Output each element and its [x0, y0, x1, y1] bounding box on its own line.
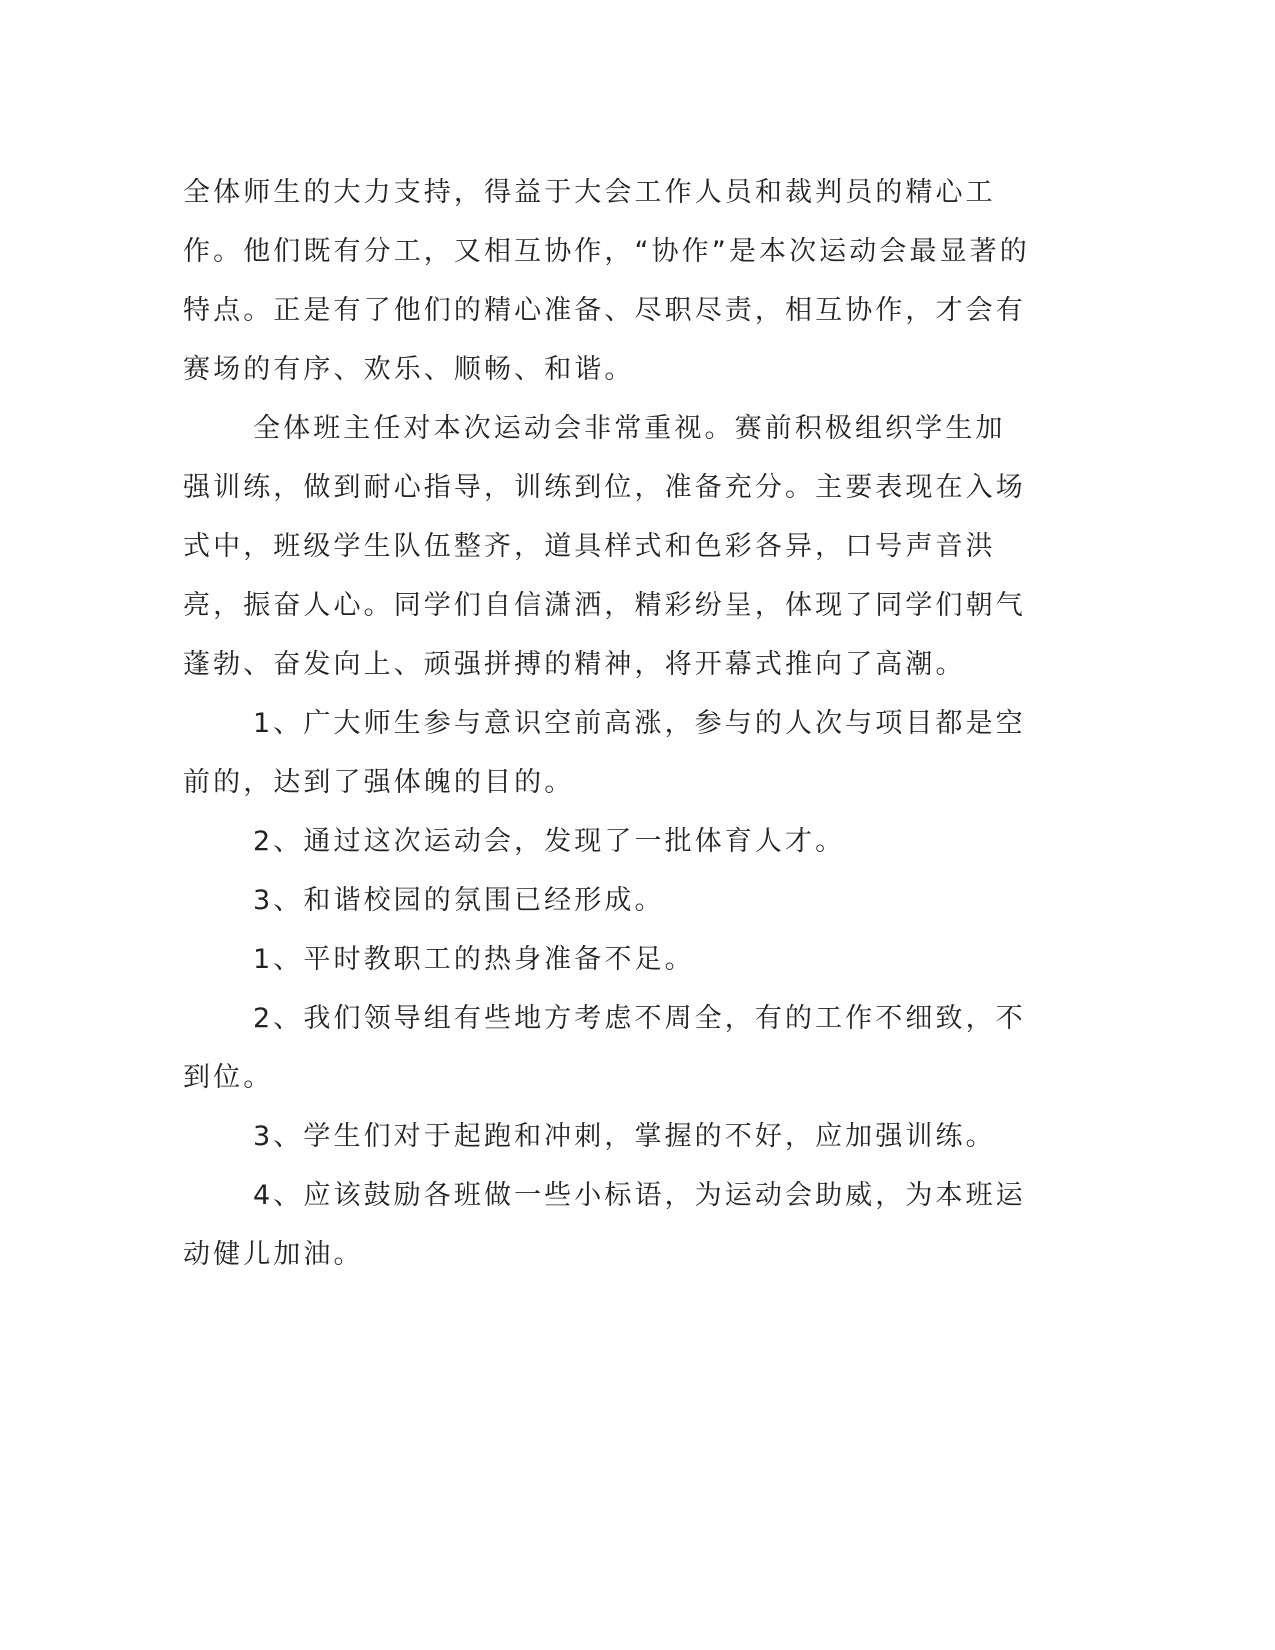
document-body [183, 163, 1033, 1284]
list-item-shortcoming-1: 1、平时教职工的热身准备不足。 [253, 944, 695, 975]
list-item-achievement-2: 2、通过这次运动会，发现了一批体育人才。 [253, 826, 846, 857]
list-item-achievement-1: 1、广大师生参与意识空前高涨，参与的人次与项目都是空前的，达到了强体魄的目的。 [183, 708, 1026, 798]
list-item-achievement-3: 3、和谐校园的氛围已经形成。 [253, 885, 665, 916]
list-item-shortcoming-3: 3、学生们对于起跑和冲刺，掌握的不好，应加强训练。 [253, 1121, 996, 1152]
list-item-shortcoming-2: 2、我们领导组有些地方考虑不周全，有的工作不细致，不到位。 [183, 1003, 1026, 1093]
paragraph-head-teachers: 全体班主任对本次运动会非常重视。赛前积极组织学生加强训练，做到耐心指导，训练到位，准备充分。主要表现在入场式中，班级学生队伍整齐，道具样式和色彩各异，口号声音洪亮，振奋人心。同学们自信潇洒，精彩纷呈，体现了同学们朝气蓬勃、奋发向上、顽强拼搏的精神，将开幕式推向了高潮。 [183, 413, 1026, 680]
paragraph-support-thanks: 全体师生的大力支持，得益于大会工作人员和裁判员的精心工作。他们既有分工，又相互协作，“协作”是本次运动会最显著的特点。正是有了他们的精心准备、尽职尽责，相互协作，才会有赛场的有序、欢乐、顺畅、和谐。 [183, 177, 1030, 385]
list-item-shortcoming-4: 4、应该鼓励各班做一些小标语，为运动会助威，为本班运动健儿加油。 [183, 1180, 1026, 1270]
